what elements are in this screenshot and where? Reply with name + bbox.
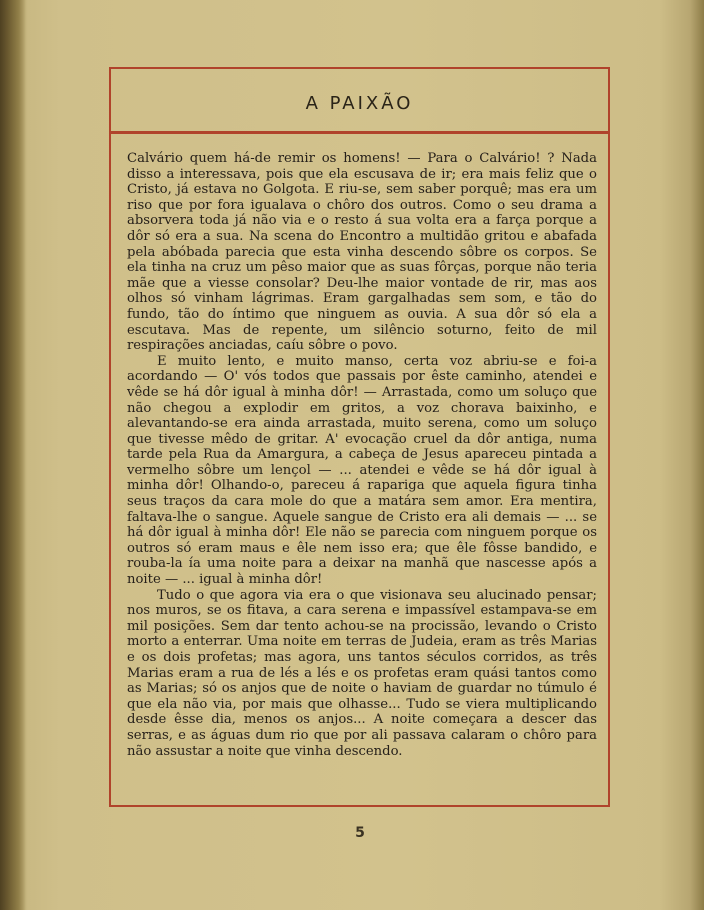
- paragraph-3: Tudo o que agora via era o que visionava seu alucinado pensar; nos muros, se os fitava, a cara serena e impassível estampava-se em mil posições. Sem dar tento achou-se na procissão, levando o Cristo morto a enterrar. Uma noite em terras de Judeia, eram as três Marias e os dois profetas; mas agora, uns tantos séculos corridos, as três Marias eram a rua de lés a lés e os profetas eram quási tantos como as Marias; só os anjos que de noite o haviam de guardar no túmulo é que ela não via, por mais que olhasse... Tudo se viera multiplicando desde êsse dia, menos os anjos... A noite começara a descer das serras, e as águas dum rio que por ali passava calaram o chôro para não assustar a noite que vinha descendo.: [127, 587, 597, 759]
- paragraph-1: Calvário quem há-de remir os homens! — Para o Calvário! ? Nada disso a interessava, pois que ela escusava de ir; era mais feliz que o Cristo, já estava no Golgota. E riu-se, sem saber porquê; mas era um riso que por fora igualava o chôro dos outros. Como o seu drama a absorvera toda já não via e o resto á sua volta era a farça porque a dôr só era a sua. Na scena do Encontro a multidão gritou e abafada pela abóbada parecia que esta vinha descendo sôbre os corpos. Se ela tinha na cruz um pêso maior que as suas fôrças, porque não teria mãe que a viesse consolar? Deu-lhe maior vontade de rir, mas aos olhos só vinham lágrimas. Eram gargalhadas sem som, e tão do fundo, tão do íntimo que ninguem as ouvia. A sua dôr só ela a escutava. Mas de repente, um silêncio soturno, feito de mil respirações anciadas, caíu sôbre o povo.: [127, 151, 597, 354]
- paragraph-2: E muito lento, e muito manso, certa voz abriu-se e foi-a acordando — O' vós todos que passais por êste caminho, atendei e vêde se há dôr igual à minha dôr! — Arrastada, como um soluço que não chegou a explodir em gritos, a voz chorava baixinho, e alevantando-se era ainda arrastada, muito serena, como um soluço que tivesse mêdo de gritar. A' evocação cruel da dôr antiga, numa tarde pela Rua da Amargura, a cabeça de Jesus apareceu pintada a vermelho sôbre um lençol — ... atendei e vêde se há dôr igual à minha dôr! Olhando-o, pareceu á rapariga que aquela figura tinha seus traços da cara mole do que a matára sem amor. Era mentira, faltava-lhe o sangue. Aquele sangue de Cristo era ali demais — ... se há dôr igual à minha dôr! Ele não se parecia com ninguem porque os outros só eram maus e êle nem isso era; que êle fôsse bandido, e rouba-la ía uma noite para a deixar na manhã que nascesse após a noite — ... igual à minha dôr!: [127, 353, 597, 588]
- page-number: 5: [355, 825, 365, 841]
- chapter-title: A PAIXÃO: [305, 93, 414, 114]
- body-text: [127, 151, 597, 759]
- title-box: [111, 69, 608, 134]
- book-spine: [0, 0, 26, 910]
